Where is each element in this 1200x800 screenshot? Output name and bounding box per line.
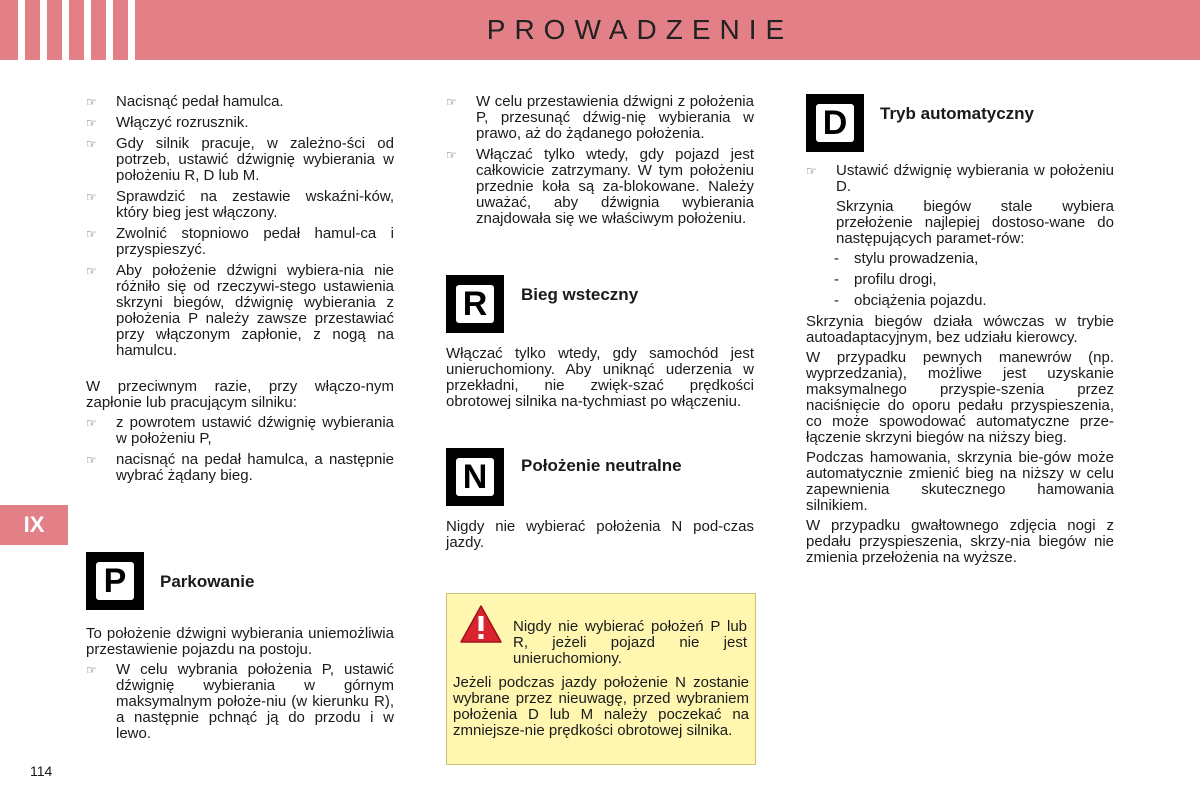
list-item: - profilu drogi, <box>834 271 937 288</box>
hand-pointer-icon: ☞ <box>86 416 97 430</box>
list-item: ☞ W celu przestawienia dźwigni z położenia P, przesunąć dźwig-nię wybierania w prawo, aż do żądanego położenia. <box>446 93 754 142</box>
hand-pointer-icon: ☞ <box>86 453 97 467</box>
column-2 <box>446 94 754 227</box>
header-bar <box>0 0 1200 60</box>
hand-pointer-icon: ☞ <box>446 95 457 109</box>
hand-pointer-icon: ☞ <box>86 663 97 677</box>
hand-pointer-icon: ☞ <box>86 116 97 130</box>
reverse-section <box>446 346 754 410</box>
list-item: ☞ nacisnąć na pedał hamulca, a następnie wybrać żądany bieg. <box>86 451 394 484</box>
paragraph: W przeciwnym razie, przy włączo-nym zapłonie lub pracującym silniku: <box>86 378 394 411</box>
hand-pointer-icon: ☞ <box>86 190 97 204</box>
parking-section <box>86 626 394 742</box>
list-item: ☞ Sprawdzić na zestawie wskaźni-ków, który bieg jest włączony. <box>86 188 394 221</box>
hand-pointer-icon: ☞ <box>86 95 97 109</box>
section-heading-reverse: Bieg wsteczny <box>521 285 639 304</box>
hand-pointer-icon: ☞ <box>446 148 457 162</box>
warning-text-top: Nigdy nie wybierać położeń P lub R, jeżeli pojazd nie jest unieruchomiony. <box>513 618 747 667</box>
section-heading-parking: Parkowanie <box>160 572 255 591</box>
list-item: ☞ W celu wybrania położenia P, ustawić dźwignię wybierania w górnym maksymalnym położe-niu (w kierunku R), a następnie pchnąć ją do przodu i w lewo. <box>86 661 394 742</box>
gear-p-icon: P <box>86 552 144 610</box>
list-item: ☞ Gdy silnik pracuje, w zależno-ści od potrzeb, ustawić dźwignię wybierania w położeniu R, D lub M. <box>86 135 394 184</box>
hand-pointer-icon: ☞ <box>86 264 97 278</box>
column-3 <box>806 163 1114 566</box>
list-item: - stylu prowadzenia, <box>834 250 979 267</box>
section-heading-automatic: Tryb automatyczny <box>880 104 1034 123</box>
paragraph: Skrzynia biegów działa wówczas w trybie autoadaptacyjnym, bez udziału kierowcy. <box>806 313 1114 346</box>
paragraph: To położenie dźwigni wybierania uniemożliwia przestawienie pojazdu na postoju. <box>86 625 394 658</box>
header-stripes <box>0 0 160 60</box>
list-item: ☞ Włączyć rozrusznik. <box>86 114 249 131</box>
list-item: - obciążenia pojazdu. <box>834 292 987 309</box>
gear-d-icon: D <box>806 94 864 152</box>
list-item: ☞ Ustawić dźwignię wybierania w położeniu D. <box>806 162 1114 195</box>
column-1 <box>86 94 394 484</box>
hand-pointer-icon: ☞ <box>86 137 97 151</box>
paragraph: Skrzynia biegów stale wybiera przełożenie najlepiej dostoso-wane do następujących paramet-rów: <box>836 198 1114 247</box>
list-item: ☞ Nacisnąć pedał hamulca. <box>86 93 284 110</box>
list-item: ☞ Zwolnić stopniowo pedał hamul-ca i przyspieszyć. <box>86 225 394 258</box>
warning-box <box>446 593 756 765</box>
list-item: ☞ Włączać tylko wtedy, gdy pojazd jest całkowicie zatrzymany. W tym położeniu przednie koła są za-blokowane. Należy uważać, aby dźwignia wybierania znajdowała się we właściwym położeniu. <box>446 146 754 227</box>
paragraph: Podczas hamowania, skrzynia bie-gów może automatycznie zmienić bieg na niższy w celu zapewnienia skutecznego hamowania silnikiem. <box>806 449 1114 514</box>
hand-pointer-icon: ☞ <box>86 227 97 241</box>
hand-pointer-icon: ☞ <box>806 164 817 178</box>
page-title: PROWADZENIE <box>486 14 794 45</box>
chapter-tab: IX <box>0 505 68 545</box>
list-item: ☞ Aby położenie dźwigni wybiera-nia nie różniło się od rzeczywi-stego ustawienia skrzyni biegów, dźwignię wybierania z położenia P należy zawsze przestawiać przy włączonym zapłonie, z nogą na hamulcu. <box>86 262 394 359</box>
paragraph: Nigdy nie wybierać położenia N pod-czas jazdy. <box>446 518 754 551</box>
paragraph: W przypadku gwałtownego zdjęcia nogi z pedału przyspieszenia, skrzy-nia biegów nie zmienia przełożenia na wyższe. <box>806 517 1114 566</box>
warning-text-bottom: Jeżeli podczas jazdy położenie N zostanie wybrane przez nieuwagę, przed wybraniem położenia D lub M należy poczekać na zmniejsze-nie prędkości obrotowej silnika. <box>453 674 749 739</box>
warning-triangle-icon <box>459 604 503 644</box>
page-number: 114 <box>30 763 53 779</box>
gear-n-icon: N <box>446 448 504 506</box>
gear-r-icon: R <box>446 275 504 333</box>
paragraph: W przypadku pewnych manewrów (np. wyprzedzania), możliwe jest uzyskanie maksymalnego przyspie-szenia przez naciśnięcie do oporu pedału przyspieszenia, co może spowodować automatyczne prze-łączenie skrzyni biegów na niższy bieg. <box>806 349 1114 446</box>
list-item: ☞ z powrotem ustawić dźwignię wybierania w położeniu P, <box>86 414 394 447</box>
paragraph: Włączać tylko wtedy, gdy samochód jest unieruchomiony. Aby uniknąć uderzenia w przekładni, nie zwięk-szać prędkości obrotowej silnika na-tychmiast po włączeniu. <box>446 345 754 410</box>
neutral-section <box>446 519 754 551</box>
section-heading-neutral: Położenie neutralne <box>521 456 682 475</box>
